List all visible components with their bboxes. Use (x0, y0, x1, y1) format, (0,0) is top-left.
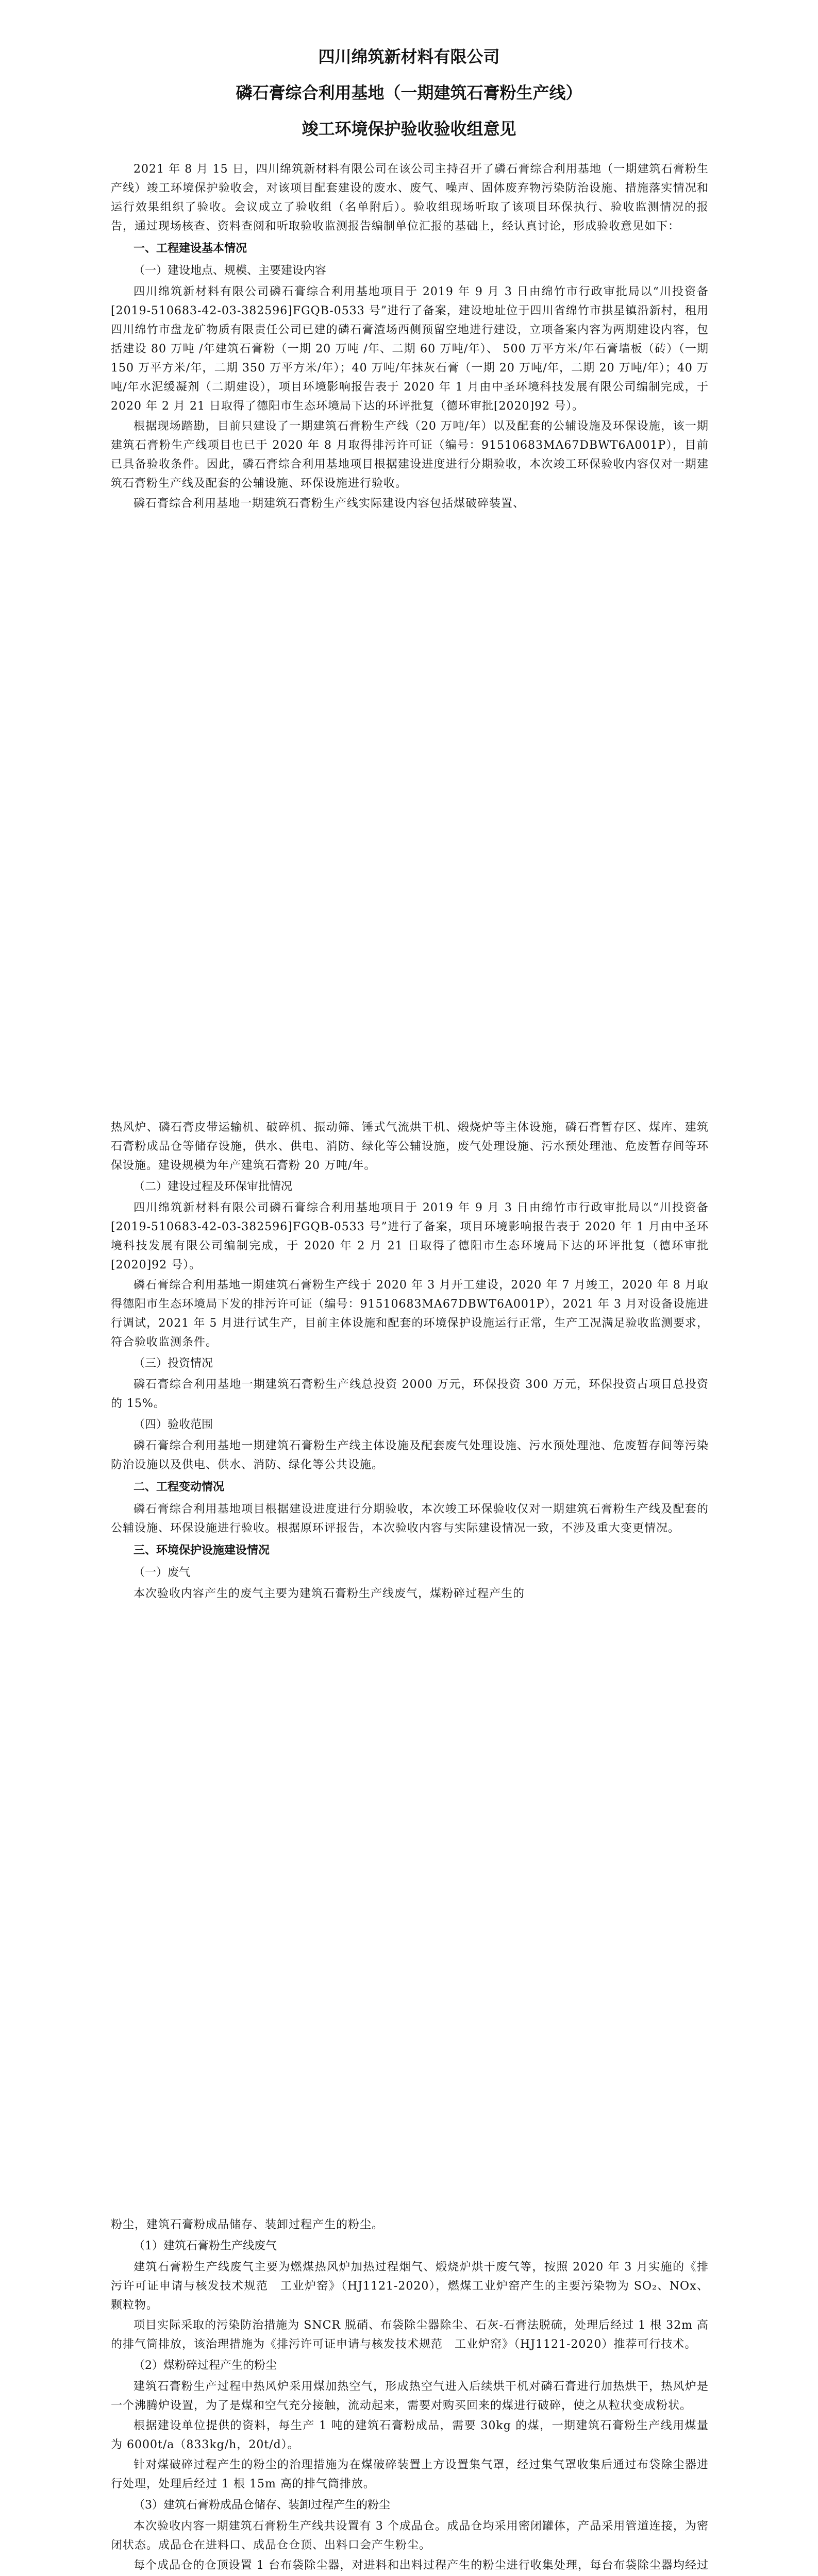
section-part-3 (111, 2215, 709, 2576)
heading-exhaust-gas: （一）废气 (133, 1566, 191, 1579)
heading-location: （一）建设地点、规模、主要建设内容 (133, 264, 327, 277)
heading-changes: 二、工程变动情况 (133, 1481, 225, 1494)
paragraph-gas-3a: 本次验收内容一期建筑石膏粉生产线共设置有 3 个成品仓。成品仓均采用密闭罐体，产品采用管道连接，为密闭状态。成品仓在进料口、成品仓仓顶、出料口会产生粉尘。 (111, 2520, 709, 2552)
paragraph-location-1: 四川绵筑新材料有限公司磷石膏综合利用基地项目于 2019 年 9 月 3 日由绵竹市行政审批局以“川投资备[2019-510683-42-03-382596]FGQB-0533 号”进行了备案，建设地址位于四川省绵竹市拱星镇沿新村，租用四川绵竹市盘龙矿物质有限责任公司已建的磷石膏渣场西侧预留空地进行建设，立项备案内容为两期建设内容，包括建设 80 万吨 /年建筑石膏粉（一期 20 万吨 /年、二期 60 万吨/年）、 500 万平方米/年石膏墙板（砖）（一期 150 万平方米/年，二期 350 万平方米/年）；40 万吨/年抹灰石膏（一期 20 万吨/年，二期 20 万吨/年）；40 万吨/年水泥缓凝剂（二期建设），项目环境影响报告表于 2020 年 1 月由中圣环境科技发展有限公司编制完成，于 2020 年 2 月 21 日取得了德阳市生态环境局下达的环评批复（德环审批[2020]92 号）。 (111, 285, 709, 413)
paragraph-gas-1a: 建筑石膏粉生产线废气主要为燃煤热风炉加热过程烟气、煅烧炉烘干废气等，按照 2020 年 3 月实施的《排污许可证申请与核发技术规范 工业炉窑》（HJ1121-2020），燃煤工业炉窑产生的主要污染物为 SO₂、NOx、颗粒物。 (111, 2261, 709, 2312)
paragraph-exhaust-intro: 本次验收内容产生的废气主要为建筑石膏粉生产线废气，煤粉碎过程产生的 (133, 1587, 525, 1600)
heading-basic-info: 一、工程建设基本情况 (133, 242, 247, 255)
paragraph-location-2: 根据现场踏勘，目前只建设了一期建筑石膏粉生产线（20 万吨/年）以及配套的公辅设施及环保设施，该一期建筑石膏粉生产线项目也已于 2020 年 8 月取得排污许可证（编号：91510683MA67DBWT6A001P），目前已具备验收条件。因此，磷石膏综合利用基地项目根据建设进度进行分期验收，本次竣工环保验收内容仅对一期建筑石膏粉生产线及配套的公辅设施、环保设施进行验收。 (111, 420, 709, 490)
paragraph-gas-2a: 建筑石膏粉生产过程中热风炉采用煤加热空气，形成热空气进入后续烘干机对磷石膏进行加热烘干，热风炉是一个沸腾炉设置，为了是煤和空气充分接触，流动起来，需要对购买回来的煤进行破碎，使之从粒状变成粉状。 (111, 2380, 709, 2412)
intro-paragraph: 2021 年 8 月 15 日，四川绵筑新材料有限公司在该公司主持召开了磷石膏综合利用基地（一期建筑石膏粉生产线）竣工环境保护验收会，对该项目配套建设的废水、废气、噪声、固体废弃物污染防治设施、措施落实情况和运行效果组织了验收。会议成立了验收组（名单附后）。验收组现场听取了该项目环保执行、验收监测情况的报告，通过现场核查、资料查阅和听取验收监测报告编制单位汇报的基础上，经认真讨论，形成验收意见如下： (111, 163, 709, 233)
heading-env-facilities: 三、环境保护设施建设情况 (133, 1544, 270, 1557)
paragraph-gas-2b: 根据建设单位提供的资料，每生产 1 吨的建筑石膏粉成品，需要 30kg 的煤，一期建筑石膏粉生产线用煤量为 6000t/a（833kg/h，20t/d）。 (111, 2419, 709, 2451)
project-title: 磷石膏综合利用基地（一期建筑石膏粉生产线） (236, 83, 582, 103)
heading-investment: （三）投资情况 (133, 1357, 213, 1370)
paragraph-location-4: 热风炉、磷石膏皮带运输机、破碎机、振动筛、锤式气流烘干机、煅烧炉等主体设施，磷石膏暂存区、煤库、建筑石膏粉成品仓等储存设施，供水、供电、消防、绿化等公辅设施，废气处理设施、污水预处理池、危废暂存间等环保设施。建设规模为年产建筑石膏粉 20 万吨/年。 (111, 1121, 709, 1172)
section-part-2 (111, 1118, 709, 1604)
paragraph-changes: 磷石膏综合利用基地项目根据建设进度进行分期验收，本次竣工环保验收仅对一期建筑石膏粉生产线及配套的公辅设施、环保设施进行验收。根据原环评报告，本次验收内容与实际建设情况一致，不涉及重大变更情况。 (111, 1503, 709, 1535)
paragraph-gas-2c: 针对煤破碎过程产生的粉尘的治理措施为在煤破碎装置上方设置集气罩，经过集气罩收集后通过布袋除尘器进行处理，处理后经过 1 根 15m 高的排气筒排放。 (111, 2459, 709, 2490)
heading-scope: （四）验收范围 (133, 1418, 213, 1431)
paragraph-gas-3b: 每个成品仓的仓顶设置 1 台布袋除尘器，对进料和出料过程产生的粉尘进行收集处理，每台布袋除尘器均经过 (133, 2559, 709, 2572)
heading-gas-2: （2）煤粉碎过程产生的粉尘 (133, 2359, 277, 2372)
paragraph-scope: 磷石膏综合利用基地一期建筑石膏粉生产线主体设施及配套废气处理设施、污水预处理池、危废暂存间等污染防治设施以及供电、供水、消防、绿化等公共设施。 (111, 1439, 709, 1471)
paragraph-exhaust-continued: 粉尘，建筑石膏粉成品储存、装卸过程产生的粉尘。 (111, 2218, 384, 2231)
company-title: 四川绵筑新材料有限公司 (318, 47, 500, 66)
heading-gas-1: （1）建筑石膏粉生产线废气 (133, 2240, 277, 2252)
heading-gas-3: （3）建筑石膏粉成品仓储存、装卸过程产生的粉尘 (133, 2499, 390, 2512)
paragraph-process-2: 磷石膏综合利用基地一期建筑石膏粉生产线于 2020 年 3 月开工建设，2020 年 7 月竣工，2020 年 8 月取得德阳市生态环境局下发的排污许可证（编号：91510683MA67DBWT6A001P），2021 年 3 月对设备设施进行调试，2021 年 5 月进行试生产，目前主体设施和配套的环境保护设施运行正常，生产工况满足验收监测要求，符合验收监测条件。 (111, 1279, 709, 1349)
paragraph-gas-1b: 项目实际采取的污染防治措施为 SNCR 脱硝、布袋除尘器除尘、石灰-石膏法脱硫，处理后经过 1 根 32m 高的排气筒排放，该治理措施为《排污许可证申请与核发技术规范 工业炉窑》（HJ1121-2020）推荐可行技术。 (111, 2319, 709, 2351)
paragraph-process-1: 四川绵筑新材料有限公司磷石膏综合利用基地项目于 2019 年 9 月 3 日由绵竹市行政审批局以“川投资备[2019-510683-42-03-382596]FGQB-0533 号”进行了备案，项目环境影响报告表于 2020 年 1 月由中圣环境科技发展有限公司编制完成，于 2020 年 2 月 21 日取得了德阳市生态环境局下达的环评批复（德环审批[2020]92 号）。 (111, 1201, 709, 1272)
opinion-title: 竣工环境保护验收验收组意见 (302, 119, 516, 139)
section-part-1 (111, 160, 709, 514)
heading-process: （二）建设过程及环保审批情况 (133, 1180, 293, 1193)
paragraph-investment: 磷石膏综合利用基地一期建筑石膏粉生产线总投资 2000 万元，环保投资 300 万元，环保投资占项目总投资的 15%。 (111, 1378, 709, 1410)
paragraph-location-3: 磷石膏综合利用基地一期建筑石膏粉生产线实际建设内容包括煤破碎装置、 (133, 497, 525, 510)
